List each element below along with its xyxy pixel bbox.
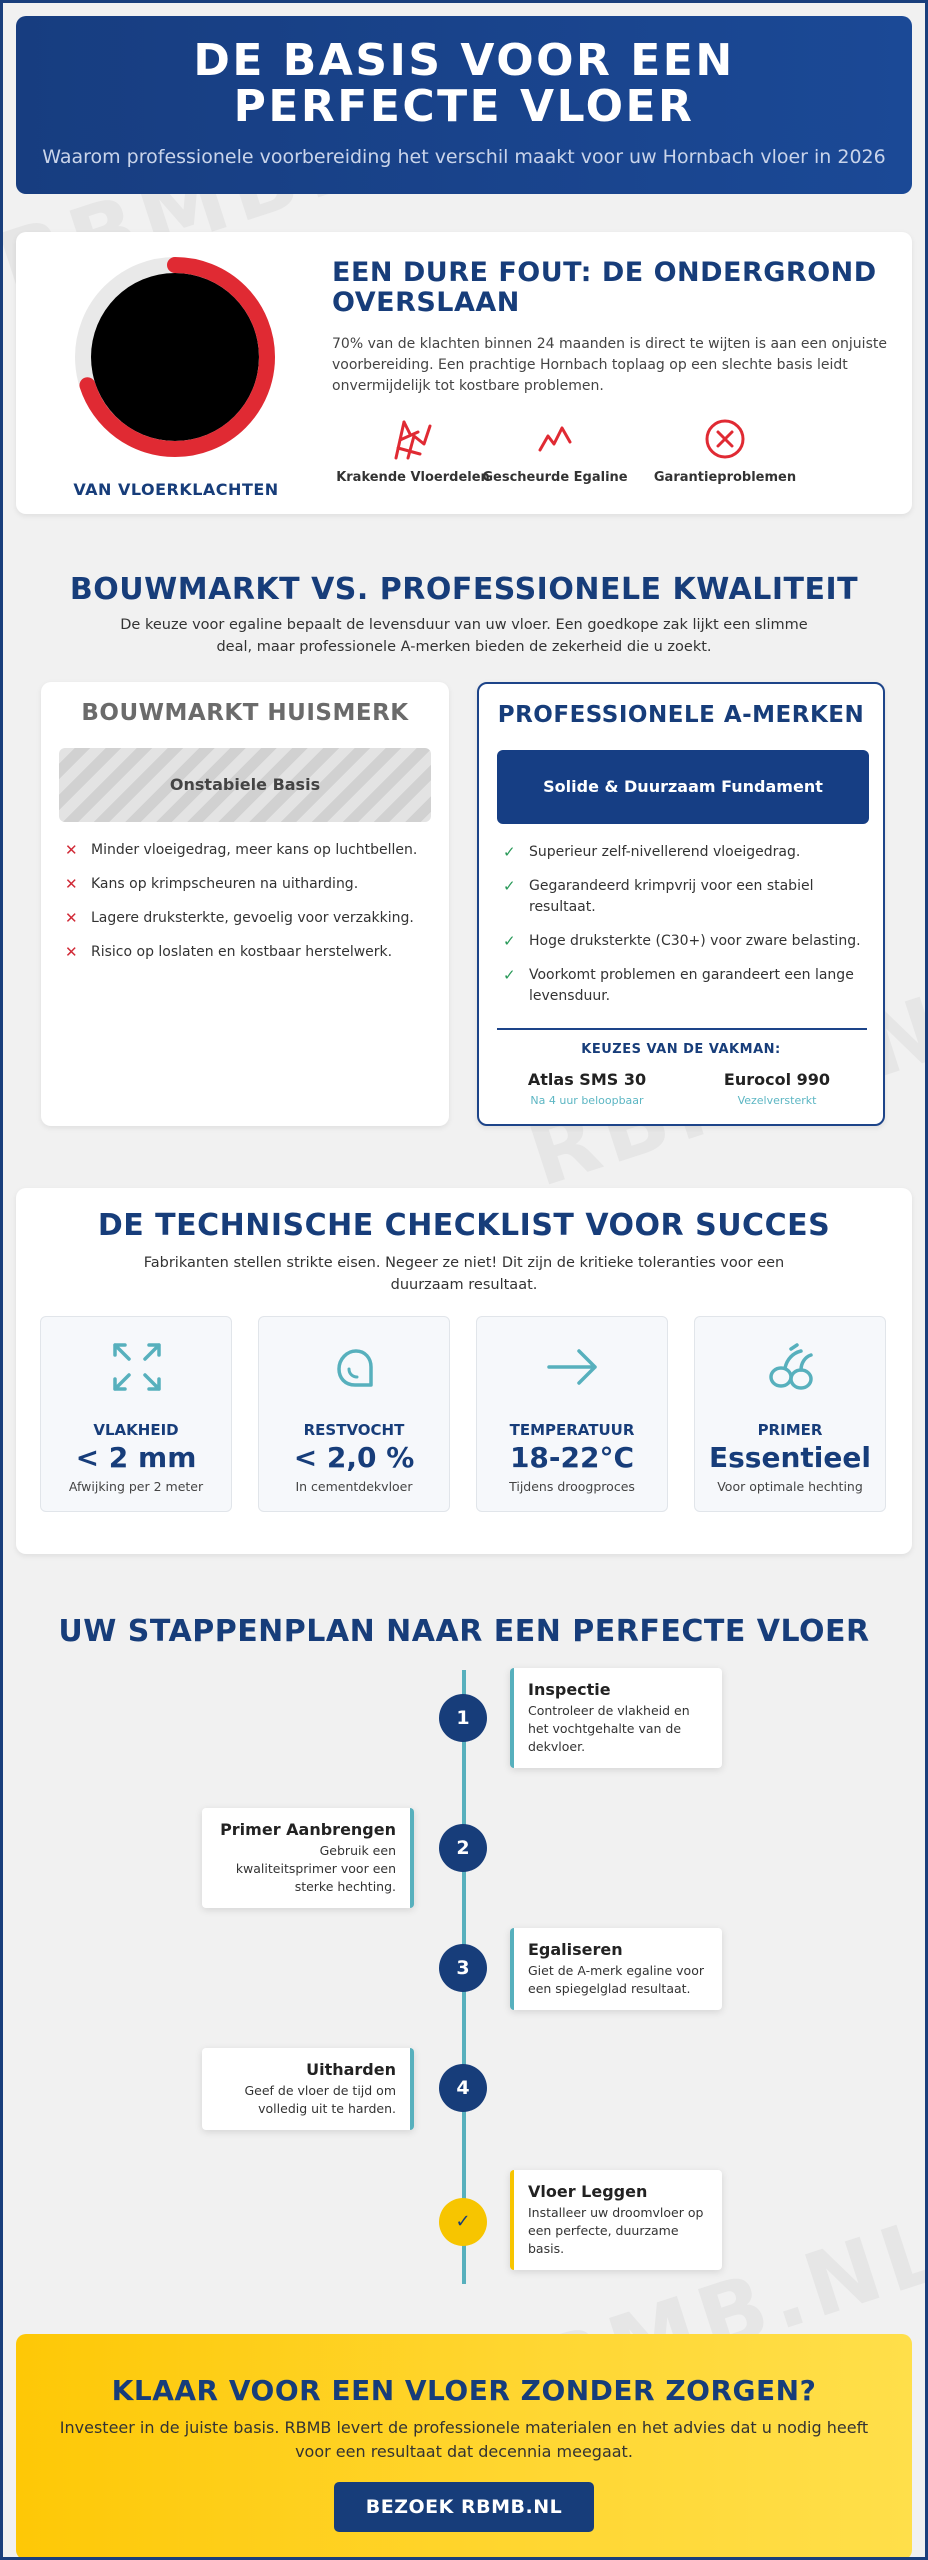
cross-icon: ✕ <box>65 875 78 893</box>
creaking-floor-icon <box>390 418 436 460</box>
comparison-card-pro <box>477 682 885 1126</box>
comparison-subtitle: De keuze voor egaline bepaalt de levensduur van uw vloer. Een goedkope zak lijkt een slimme deal, maar professionele A-merken bieden de zekerheid die u zoekt. <box>120 617 808 655</box>
comparison-card-diy <box>41 682 449 1126</box>
error-card <box>16 232 912 514</box>
error-text: 70% van de klachten binnen 24 maanden is direct te wijten is aan een onjuiste voorbereiding. Een prachtige Hornbach toplaag op een slechte basis leidt onvermijdelijk tot kostbare problemen. <box>332 336 887 394</box>
checklist-title: DE TECHNISCHE CHECKLIST VOOR SUCCES <box>97 1208 831 1243</box>
steps-title: UW STAPPENPLAN NAAR EEN PERFECTE VLOER <box>58 1614 870 1649</box>
comparison-title: BOUWMARKT VS. PROFESSIONELE KWALITEIT <box>69 572 859 607</box>
hero-title: DE BASIS VOOR EEN PERFECTE VLOER <box>193 35 735 132</box>
check-tile-flatness: VLAKHEID < 2 mm Afwijking per 2 meter <box>40 1316 232 1512</box>
pro-point: ✓ Gegarandeerd krimpvrij voor een stabiel resultaat. <box>503 877 814 915</box>
error-item-creaking: Krakende Vloerdelen <box>328 418 498 485</box>
pro-heading: PROFESSIONELE A-MERKEN <box>497 702 865 728</box>
pro-point: ✓ Hoge druksterkte (C30+) voor zware belasting. <box>503 932 861 950</box>
step-card-uitharden: Uitharden Geef de vloer de tijd om volledig uit te harden. <box>202 2048 414 2130</box>
crack-icon <box>532 418 578 460</box>
step-card-vloer-leggen: Vloer Leggen Installeer uw droomvloer op een perfecte, duurzame basis. <box>510 2170 722 2270</box>
diy-point: ✕ Minder vloeigedrag, meer kans op luchtbellen. <box>65 841 418 859</box>
pro-point: ✓ Superieur zelf-nivellerend vloeigedrag. <box>503 843 801 861</box>
circle-x-icon <box>702 418 748 460</box>
diy-point: ✕ Risico op loslaten en kostbaar herstelwerk. <box>65 943 393 961</box>
step-marker-check: ✓ <box>439 2198 487 2246</box>
error-title: EEN DURE FOUT: DE ONDERGROND OVERSLAAN <box>332 257 877 318</box>
divider <box>497 1028 867 1030</box>
step-card-inspectie: Inspectie Controleer de vlakheid en het vochtgehalte van de dekvloer. <box>510 1668 722 1768</box>
solid-base-bar: Solide & Duurzaam Fundament <box>497 750 869 824</box>
ring-center <box>91 273 259 441</box>
check-icon: ✓ <box>503 877 516 895</box>
hero-banner <box>16 16 912 194</box>
primer-icon <box>763 1339 819 1395</box>
check-tile-moisture: RESTVOCHT < 2,0 % In cementdekvloer <box>258 1316 450 1512</box>
pick-eurocol: Eurocol 990 Vezelversterkt <box>723 1070 831 1107</box>
error-item-cracked: Gescheurde Egaline <box>470 418 640 485</box>
ring-label: VAN VLOERKLACHTEN <box>73 480 279 499</box>
cta-text: Investeer in de juiste basis. RBMB levert de professionele materialen en het advies dat u nodig heeft voor een resultaat dat decennia meegaat. <box>59 2418 869 2461</box>
diy-points <box>63 840 429 976</box>
step-marker-1: 1 <box>439 1694 487 1742</box>
cta-banner <box>16 2334 912 2560</box>
cross-icon: ✕ <box>65 909 78 927</box>
hero-subtitle: Waarom professionele voorbereiding het verschil maakt voor uw Hornbach vloer in 2026 <box>42 146 886 168</box>
check-icon: ✓ <box>503 843 516 861</box>
checklist-card <box>16 1188 912 1554</box>
complaints-ring-chart <box>72 254 278 460</box>
check-tile-primer: PRIMER Essentieel Voor optimale hechting <box>694 1316 886 1512</box>
diy-point: ✕ Kans op krimpscheuren na uitharding. <box>65 875 359 893</box>
step-marker-3: 3 <box>439 1944 487 1992</box>
cross-icon: ✕ <box>65 841 78 859</box>
check-icon: ✓ <box>503 966 516 984</box>
checklist-subtitle: Fabrikanten stellen strikte eisen. Negeer ze niet! Dit zijn de kritieke toleranties voor een duurzaam resultaat. <box>143 1255 785 1293</box>
cta-title: KLAAR VOOR EEN VLOER ZONDER ZORGEN? <box>111 2374 817 2407</box>
moisture-drop-icon <box>327 1339 383 1395</box>
arrow-right-icon <box>545 1339 601 1395</box>
diy-heading: BOUWMARKT HUISMERK <box>81 700 409 726</box>
pick-atlas: Atlas SMS 30 Na 4 uur beloopbaar <box>527 1070 647 1107</box>
check-tile-temperature: TEMPERATUUR 18-22°C Tijdens droogproces <box>476 1316 668 1512</box>
step-card-primer: Primer Aanbrengen Gebruik een kwaliteitsprimer voor een sterke hechting. <box>202 1808 414 1908</box>
visit-rbmb-button[interactable]: BEZOEK RBMB.NL <box>334 2482 594 2532</box>
pro-point: ✓ Voorkomt problemen en garandeert een lange levensduur. <box>503 966 854 1004</box>
pro-points <box>501 842 867 1020</box>
step-card-egaliseren: Egaliseren Giet de A-merk egaline voor een spiegelglad resultaat. <box>510 1928 722 2010</box>
step-marker-2: 2 <box>439 1824 487 1872</box>
step-marker-4: 4 <box>439 2064 487 2112</box>
unstable-base-bar: Onstabiele Basis <box>59 748 431 822</box>
error-item-warranty: Garantieproblemen <box>640 418 810 485</box>
picks-title: KEUZES VAN DE VAKMAN: <box>581 1042 781 1057</box>
cross-icon: ✕ <box>65 943 78 961</box>
expand-arrows-icon <box>109 1339 165 1395</box>
diy-point: ✕ Lagere druksterkte, gevoelig voor verzakking. <box>65 909 414 927</box>
check-icon: ✓ <box>503 932 516 950</box>
